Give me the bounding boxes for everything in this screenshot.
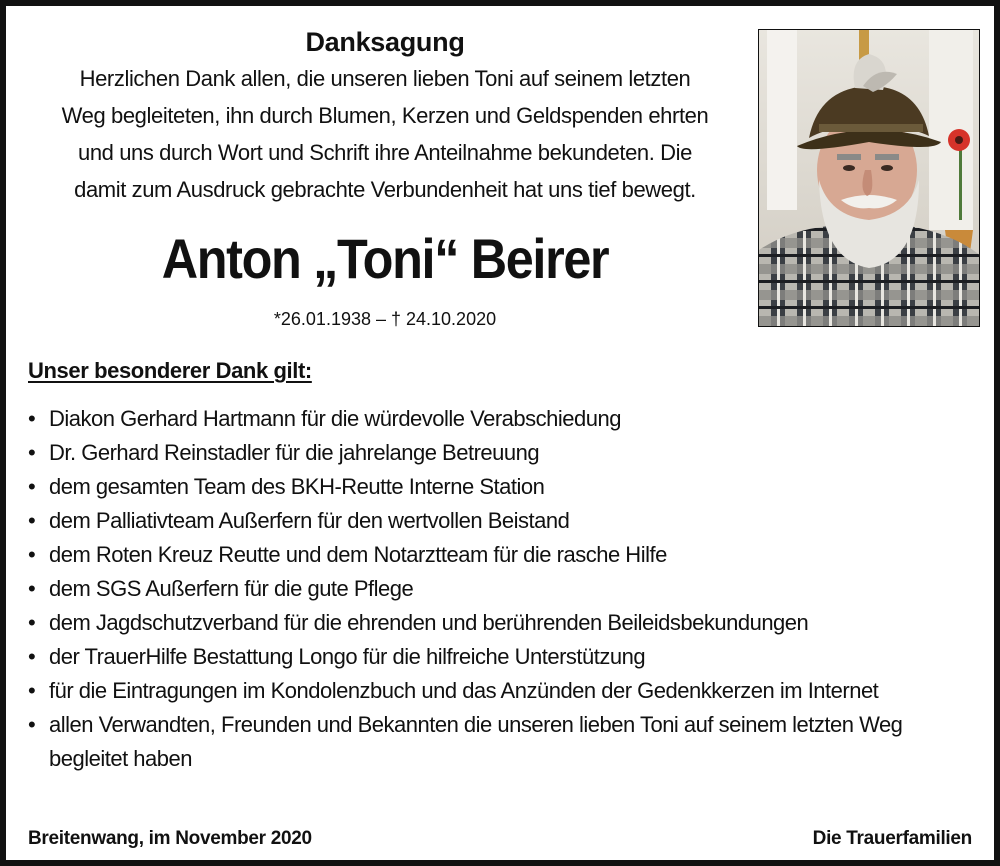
list-item-text: Dr. Gerhard Reinstadler für die jahrelange Betreuung [49, 440, 540, 465]
list-item [28, 708, 949, 776]
intro-line: damit zum Ausdruck gebrachte Verbundenheit hat uns tief bewegt. [74, 177, 696, 202]
list-item [28, 674, 988, 708]
deceased-name: Anton „Toni“ Beirer [161, 227, 609, 290]
list-item-text: dem gesamten Team des BKH-Reutte Interne Station [49, 474, 545, 499]
bullet-icon: • [28, 610, 36, 635]
list-item [28, 504, 988, 538]
bullet-icon: • [28, 508, 36, 533]
list-item-text: der TrauerHilfe Bestattung Longo für die hilfreiche Unterstützung [49, 644, 646, 669]
thanks-list [28, 402, 988, 776]
list-item-text: Diakon Gerhard Hartmann für die würdevolle Verabschiedung [49, 406, 621, 431]
signature-families: Die Trauerfamilien [812, 828, 972, 849]
list-item [28, 402, 988, 436]
list-item [28, 640, 988, 674]
thanks-heading: Unser besonderer Dank gilt: [28, 358, 312, 383]
place-date: Breitenwang, im November 2020 [28, 828, 312, 849]
list-item-text: dem Palliativteam Außerfern für den wertvollen Beistand [49, 508, 570, 533]
bullet-icon: • [28, 440, 36, 465]
intro-line: Weg begleiteten, ihn durch Blumen, Kerzen und Geldspenden ehrten [61, 103, 709, 128]
portrait-photo [758, 29, 980, 327]
list-item-text: dem Jagdschutzverband für die ehrenden und berührenden Beileidsbekundungen [49, 610, 809, 635]
intro-text [20, 60, 750, 208]
list-item [28, 606, 988, 640]
list-item [28, 436, 988, 470]
bullet-icon: • [28, 576, 36, 601]
bullet-icon: • [28, 542, 36, 567]
list-item-text: allen Verwandten, Freunden und Bekannten die unseren lieben Toni auf seinem letzten Weg begleitet haben [49, 712, 903, 771]
list-item-text: für die Eintragungen im Kondolenzbuch und das Anzünden der Gedenkkerzen im Internet [49, 678, 879, 703]
intro-block [20, 24, 750, 208]
list-item-text: dem SGS Außerfern für die gute Pflege [49, 576, 414, 601]
list-item [28, 572, 988, 606]
intro-line: und uns durch Wort und Schrift ihre Anteilnahme bekundeten. Die [77, 140, 692, 165]
portrait-photo-icon [759, 30, 980, 327]
intro-line: Herzlichen Dank allen, die unseren lieben Toni auf seinem letzten [79, 66, 691, 91]
life-dates: *26.01.1938 – † 24.10.2020 [273, 309, 497, 329]
list-item-text: dem Roten Kreuz Reutte und dem Notarztteam für die rasche Hilfe [49, 542, 667, 567]
bullet-icon: • [28, 712, 36, 737]
bullet-icon: • [28, 644, 36, 669]
list-item [28, 470, 988, 504]
list-item [28, 538, 988, 572]
bullet-icon: • [28, 406, 36, 431]
bullet-icon: • [28, 474, 36, 499]
bullet-icon: • [28, 678, 36, 703]
notice-title: Danksagung [305, 27, 465, 57]
